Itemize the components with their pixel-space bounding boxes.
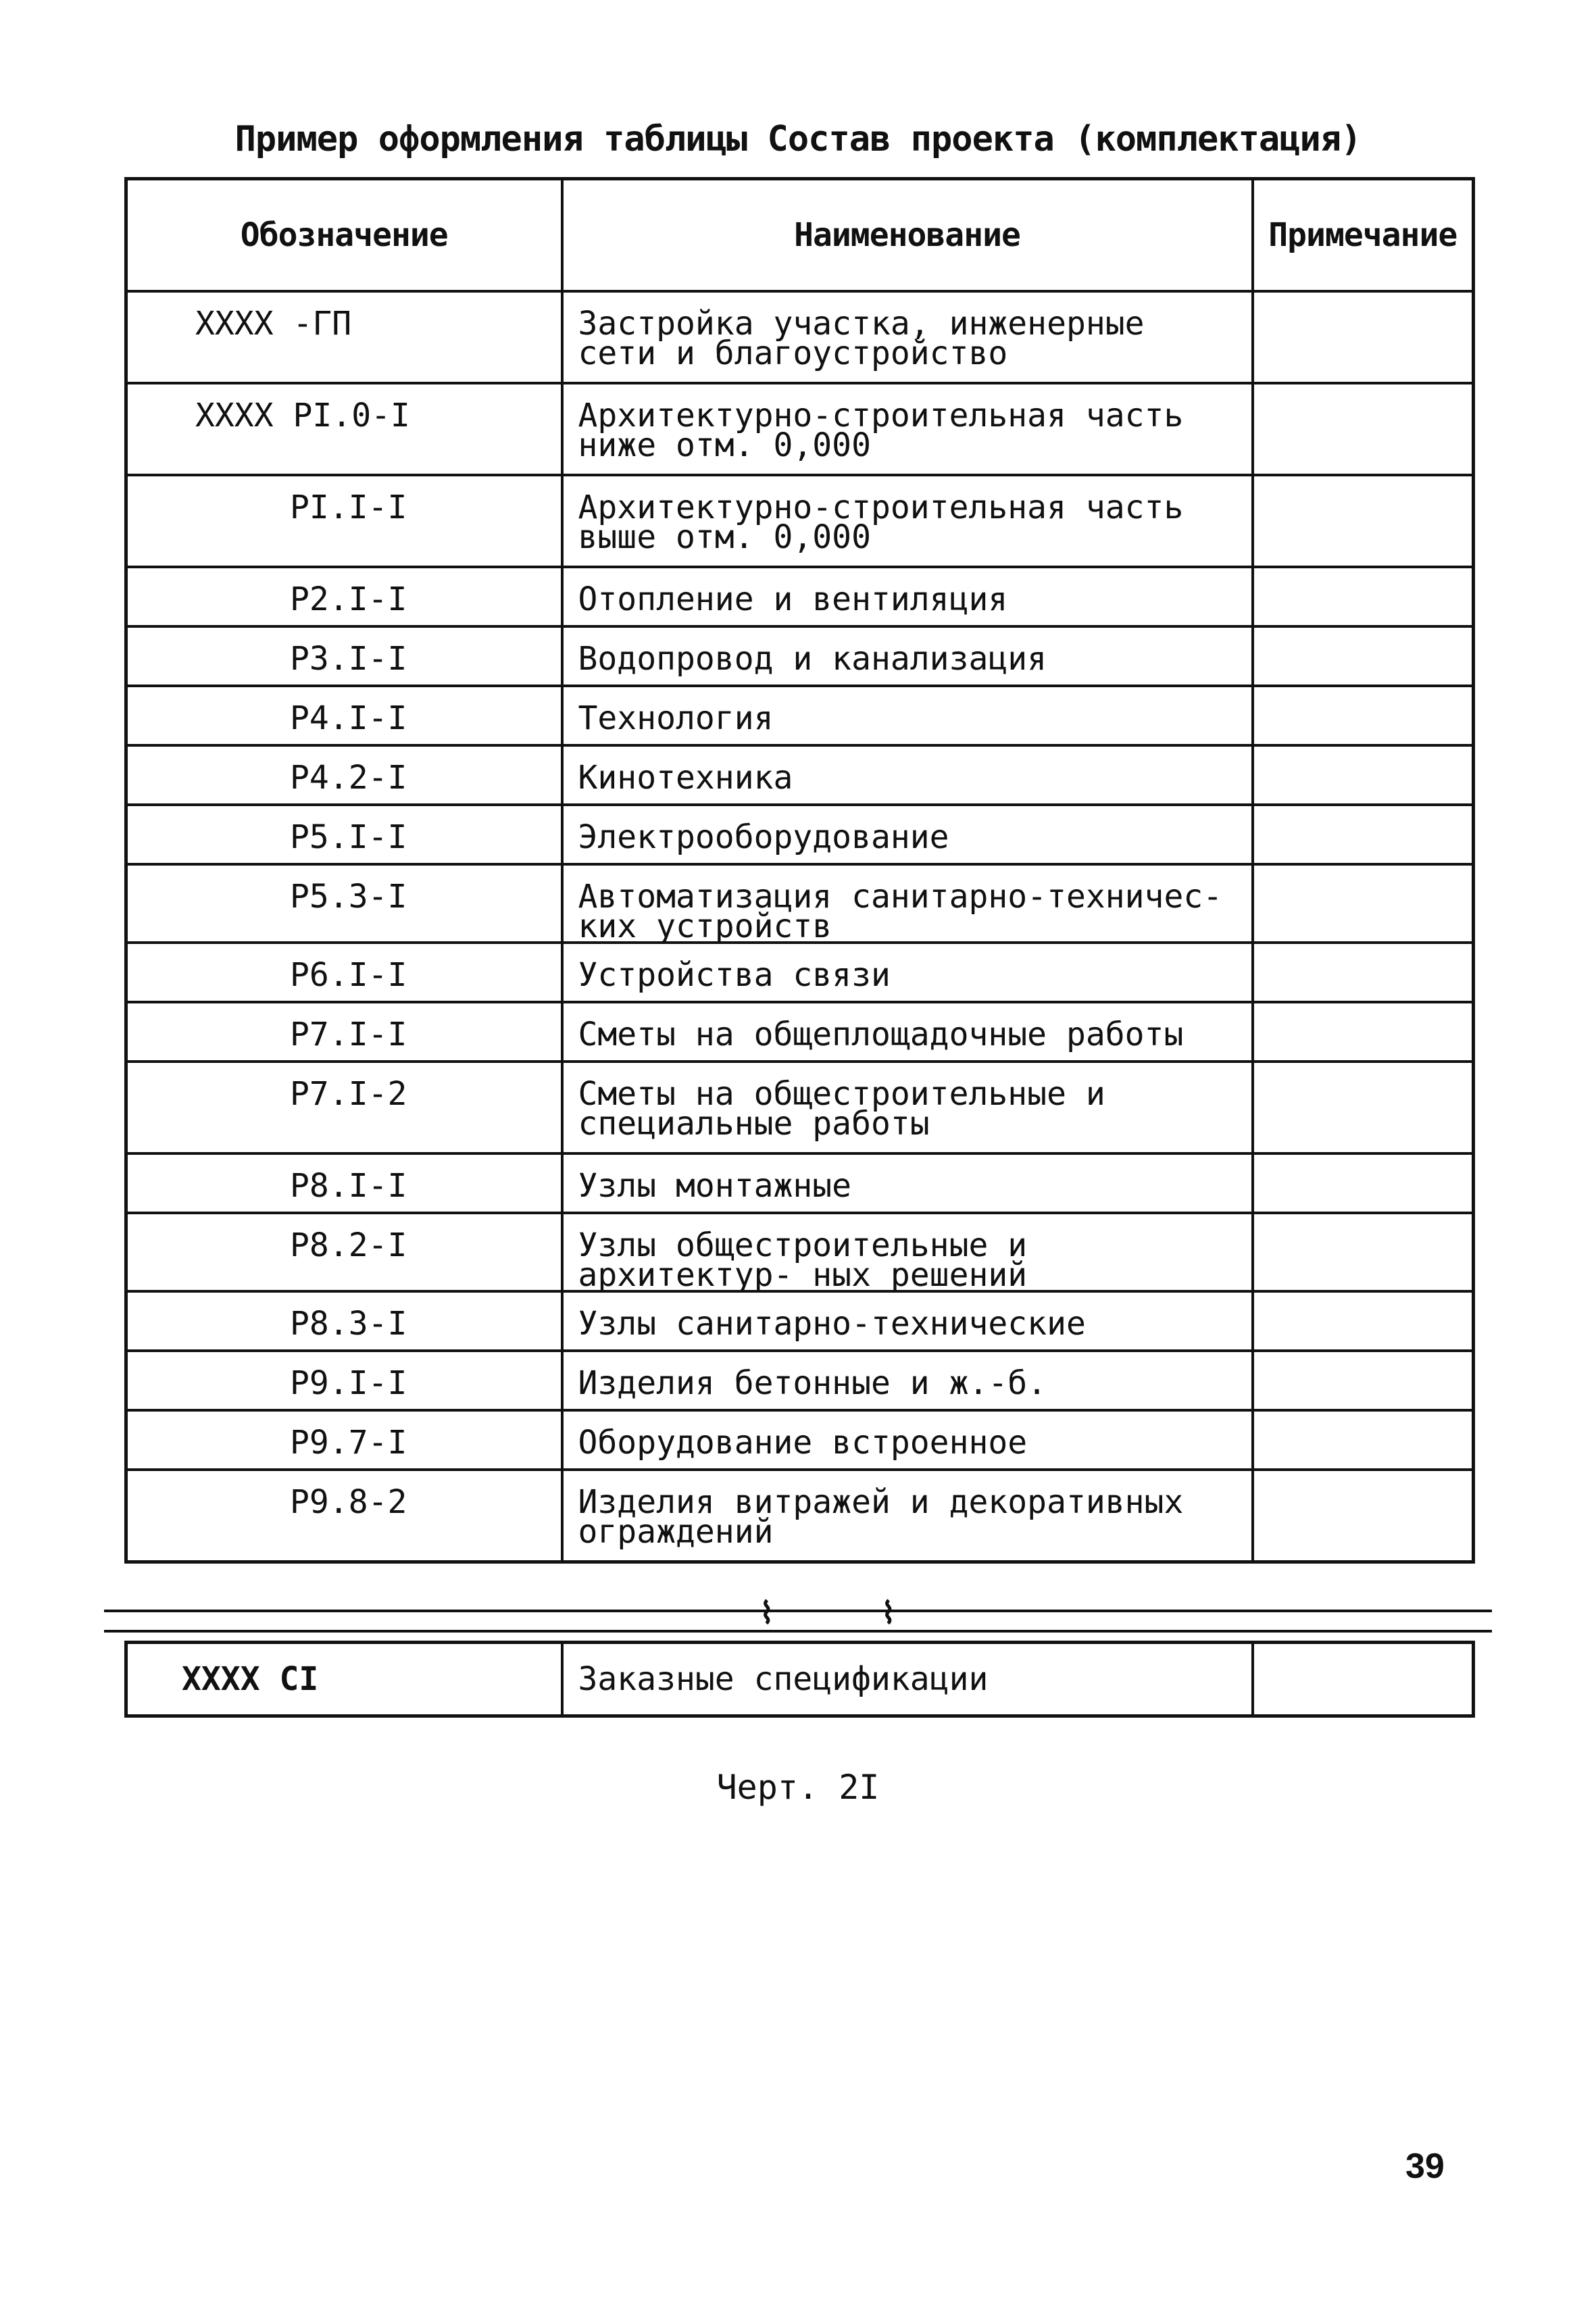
row-note (1253, 805, 1474, 864)
page-number: 39 (1405, 2147, 1445, 2186)
page-title: Пример оформления таблицы Состав проекта (комплектация) (234, 119, 1362, 159)
row-code: P3.I-I (126, 626, 562, 686)
row-note (1253, 475, 1474, 567)
row-name: Сметы на общеплощадочные работы (562, 1002, 1253, 1062)
table-header-row (126, 179, 1474, 292)
break-mark-icon: ⌇ (759, 1596, 774, 1631)
table-row (126, 1351, 1474, 1410)
row-name: Заказные спецификации (562, 1643, 1253, 1716)
table-row (126, 1410, 1474, 1470)
composition-table-main (124, 177, 1475, 1564)
row-name: Узлы общестроительные и архитектур- ных решений (562, 1213, 1253, 1291)
row-name: Электрооборудование (562, 805, 1253, 864)
row-name: Технология (562, 686, 1253, 745)
row-note (1253, 745, 1474, 805)
row-code: P9.I-I (126, 1351, 562, 1410)
header-name: Наименование (562, 179, 1253, 292)
row-name: Сметы на общестроительные и специальные работы (562, 1062, 1253, 1153)
row-name: Кинотехника (562, 745, 1253, 805)
break-mark-icon: ⌇ (881, 1596, 896, 1631)
row-note (1253, 1062, 1474, 1153)
table-row (126, 475, 1474, 567)
break-line-top (104, 1610, 1492, 1612)
row-note (1253, 1213, 1474, 1291)
row-code: P6.I-I (126, 943, 562, 1002)
row-note (1253, 567, 1474, 626)
row-name: Автоматизация санитарно-техничес- ких устройств (562, 864, 1253, 943)
project-composition-table (124, 177, 1472, 1719)
row-name: Водопровод и канализация (562, 626, 1253, 686)
table-break-gap (104, 1610, 1492, 1633)
table-row (126, 1002, 1474, 1062)
row-name: Оборудование встроенное (562, 1410, 1253, 1470)
row-code: P2.I-I (126, 567, 562, 626)
table-row (126, 805, 1474, 864)
row-note (1253, 1351, 1474, 1410)
row-note (1253, 1291, 1474, 1351)
row-code: P8.I-I (126, 1153, 562, 1213)
row-code: P7.I-2 (126, 1062, 562, 1153)
row-code: ХXXX CI (126, 1643, 562, 1716)
row-note (1253, 1643, 1474, 1716)
header-note: Примечание (1253, 179, 1474, 292)
row-name: Застройка участка, инженерные сети и благоустройство (562, 291, 1253, 383)
row-code: P5.I-I (126, 805, 562, 864)
table-row (126, 1153, 1474, 1213)
row-note (1253, 291, 1474, 383)
table-row (126, 1470, 1474, 1562)
row-note (1253, 686, 1474, 745)
row-code: P7.I-I (126, 1002, 562, 1062)
row-code: P8.2-I (126, 1213, 562, 1291)
header-designation: Обозначение (126, 179, 562, 292)
table-row (126, 745, 1474, 805)
row-code: P8.3-I (126, 1291, 562, 1351)
row-name: Узлы санитарно-технические (562, 1291, 1253, 1351)
row-code: PI.I-I (126, 475, 562, 567)
table-row (126, 626, 1474, 686)
row-note (1253, 1153, 1474, 1213)
row-code: P9.8-2 (126, 1470, 562, 1562)
row-name: Отопление и вентиляция (562, 567, 1253, 626)
row-name: Изделия витражей и декоративных ограждений (562, 1470, 1253, 1562)
table-row (126, 567, 1474, 626)
table-row (126, 1291, 1474, 1351)
composition-table-final (124, 1641, 1475, 1718)
row-note (1253, 1470, 1474, 1562)
row-code: P5.3-I (126, 864, 562, 943)
table-row (126, 864, 1474, 943)
table-row (126, 383, 1474, 475)
row-code: P9.7-I (126, 1410, 562, 1470)
table-row (126, 1643, 1474, 1716)
row-note (1253, 1410, 1474, 1470)
row-name: Архитектурно-строительная часть выше отм. 0,000 (562, 475, 1253, 567)
row-note (1253, 943, 1474, 1002)
row-code: P4.2-I (126, 745, 562, 805)
figure-caption: Черт. 2I (716, 1768, 880, 1807)
table-row (126, 1062, 1474, 1153)
row-code: P4.I-I (126, 686, 562, 745)
table-row (126, 943, 1474, 1002)
row-name: Архитектурно-строительная часть ниже отм. 0,000 (562, 383, 1253, 475)
table-row (126, 1213, 1474, 1291)
row-note (1253, 1002, 1474, 1062)
table-row (126, 686, 1474, 745)
row-name: Устройства связи (562, 943, 1253, 1002)
row-note (1253, 864, 1474, 943)
row-code: ХXXX PI.0-I (126, 383, 562, 475)
row-name: Изделия бетонные и ж.-б. (562, 1351, 1253, 1410)
row-note (1253, 383, 1474, 475)
table-row (126, 291, 1474, 383)
row-code: ХXXX -ГП (126, 291, 562, 383)
row-note (1253, 626, 1474, 686)
row-name: Узлы монтажные (562, 1153, 1253, 1213)
break-line-bottom (104, 1630, 1492, 1633)
